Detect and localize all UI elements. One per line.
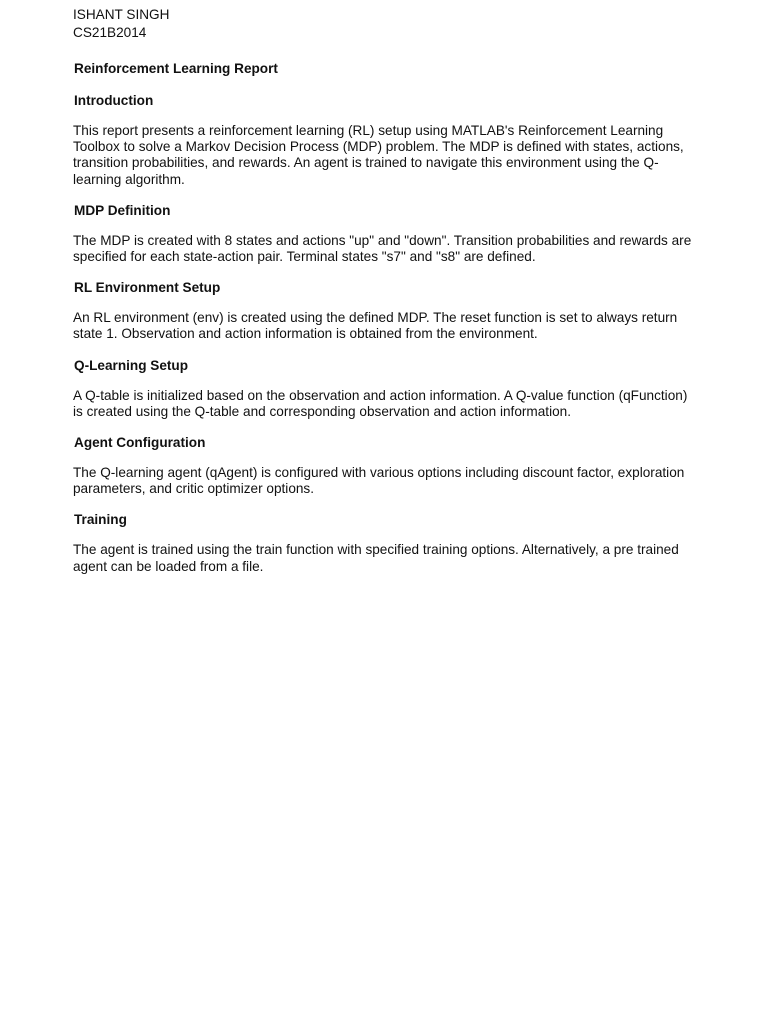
document-title: Reinforcement Learning Report <box>74 61 278 76</box>
section-heading-agent-configuration: Agent Configuration <box>74 435 206 451</box>
section-body-mdp-definition: The MDP is created with 8 states and actions "up" and "down". Transition probabilities and rewards are specified for each state-action pair. Terminal states "s7" and "s8" are defined. <box>73 232 692 265</box>
section-heading-rl-environment-setup: RL Environment Setup <box>74 280 221 296</box>
document-page <box>73 6 698 575</box>
section-body-rl-environment-setup: An RL environment (env) is created using the defined MDP. The reset function is set to always return state 1. Observation and action information is obtained from the environment. <box>73 310 678 342</box>
section-heading-q-learning-setup: Q-Learning Setup <box>74 357 189 373</box>
section-heading-training: Training <box>74 512 127 528</box>
section-heading-introduction: Introduction <box>74 93 154 108</box>
author-name: ISHANT SINGH <box>73 7 170 22</box>
section-body-q-learning-setup: A Q-table is initialized based on the observation and action information. A Q-value function (qFunction) is created using the Q-table and corresponding observation and action information. <box>73 387 688 419</box>
section-body-introduction: This report presents a reinforcement learning (RL) setup using MATLAB's Reinforcement Learning Toolbox to solve a Markov Decision Process (MDP) problem. The MDP is defined with states, actions, transition probabilities, and rewards. An agent is trained to navigate this environment using the Q-learning algorithm. <box>73 123 684 187</box>
section-body-training: The agent is trained using the train function with specified training options. Alternatively, a pre trained agent can be loaded from a file. <box>73 542 679 574</box>
section-heading-mdp-definition: MDP Definition <box>74 202 171 218</box>
section-body-agent-configuration: The Q-learning agent (qAgent) is configured with various options including discount factor, exploration parameters, and critic optimizer options. <box>73 465 685 497</box>
roll-number: CS21B2014 <box>73 25 147 40</box>
